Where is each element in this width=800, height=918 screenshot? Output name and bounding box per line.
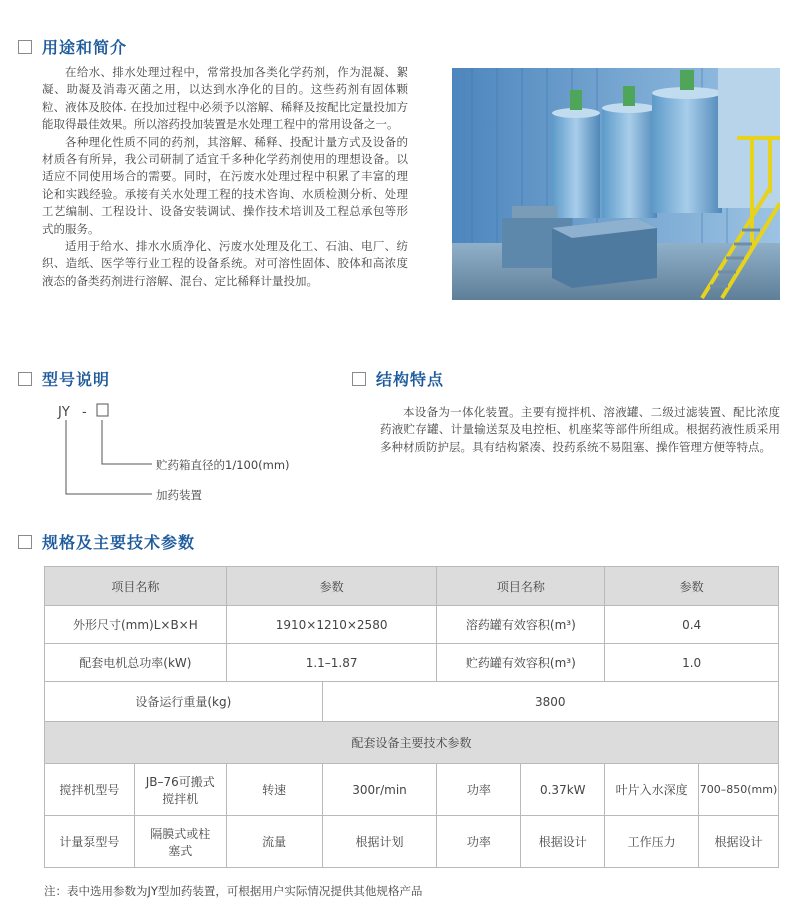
leader-line-device [66, 420, 152, 494]
table-cell: 贮药罐有效容积(m³) [437, 644, 605, 682]
table-cell: 搅拌机型号 [45, 764, 135, 816]
table-cell: 配套电机总功率(kW) [45, 644, 227, 682]
table-cell: 根据设计 [521, 816, 605, 868]
section-specs-heading [18, 530, 195, 553]
section-structure-heading [352, 367, 444, 390]
table-cell: 叶片入水深度 [605, 764, 699, 816]
table-cell: 1.0 [605, 644, 779, 682]
section-structure-title: 结构特点 [376, 370, 445, 389]
section-model-title: 型号说明 [42, 370, 111, 389]
table-cell: 0.37kW [521, 764, 605, 816]
table-cell: 流量 [226, 816, 322, 868]
table-note: 注：表中选用参数为JY型加药装置，可根据用户实际情况提供其他规格产品 [44, 884, 423, 898]
section-usage-title: 用途和简介 [42, 38, 128, 57]
checkbox-square-icon [352, 372, 366, 386]
table-cell: 700–850(mm) [699, 764, 779, 816]
table-row-mixer [45, 764, 779, 816]
structure-text [380, 404, 780, 456]
specs-table [44, 566, 779, 868]
label-device: 加药装置 [156, 488, 202, 502]
table-cell: 功率 [437, 764, 521, 816]
table-cell: 外形尺寸(mm)L×B×H [45, 606, 227, 644]
table-row [45, 606, 779, 644]
usage-paragraph-1: 在给水、排水处理过程中，常常投加各类化学药剂，作为混凝、絮凝、助凝及消毒灭菌之用，以达到水净化的目的。这些药剂有固体颗粒、液体及胶体. 在投加过程中必须予以溶解、稀释及按配比定量投加方能取得最佳效果。所以溶药投加装置是水处理工程中的常用设备之一。 [42, 65, 408, 132]
table-cell: 1.1–1.87 [226, 644, 437, 682]
section-usage-heading [18, 35, 127, 58]
checkbox-square-icon [18, 535, 32, 549]
structure-paragraph: 本设备为一体化装置。主要有搅拌机、溶液罐、二级过滤装置、配比浓度药液贮存罐、计量输送泵及电控柜、机座桨等部件所组成。根据药液性质采用多种材质防护层。具有结构紧凑、投药系统不易阻塞、操作管理方便等特点。 [380, 405, 780, 454]
header-item-name-2: 项目名称 [437, 567, 605, 606]
usage-text [42, 64, 408, 290]
table-row-weight [45, 682, 779, 722]
model-code-placeholder-box [97, 404, 108, 416]
model-code-prefix: JY [58, 405, 70, 420]
weight-value: 3800 [322, 682, 778, 722]
model-code-dash: - [82, 405, 87, 420]
table-cell: 300r/min [322, 764, 437, 816]
table-subheader-row [45, 722, 779, 764]
table-cell: 根据计划 [322, 816, 437, 868]
header-param-1: 参数 [226, 567, 437, 606]
table-cell: 溶药罐有效容积(m³) [437, 606, 605, 644]
sub-title: 配套设备主要技术参数 [45, 722, 779, 764]
table-cell: 根据设计 [699, 816, 779, 868]
header-item-name-1: 项目名称 [45, 567, 227, 606]
table-row-pump [45, 816, 779, 868]
label-diameter: 贮药箱直径的1/100(mm) [156, 458, 290, 472]
usage-paragraph-2: 各种理化性质不同的药剂，其溶解、稀释、投配计量方式及设备的材质各有所异，我公司研制了适宜千多种化学药剂使用的理想设备。以适应不同使用场合的需要。同时，在污废水处理过程中积累了丰富的理论和实践经验。承接有关水处理工程的技术咨询、水质检测分析、处理工艺编制、工程设计、设备安装调试、操作技术培训及工程总承包等形式的服务。 [42, 134, 408, 236]
equipment-photo [452, 68, 780, 300]
table-cell: 计量泵型号 [45, 816, 135, 868]
section-model-heading [18, 367, 110, 390]
equipment-illustration [452, 68, 780, 300]
table-cell: 0.4 [605, 606, 779, 644]
table-cell: 1910×1210×2580 [226, 606, 437, 644]
checkbox-square-icon [18, 40, 32, 54]
header-param-2: 参数 [605, 567, 779, 606]
table-cell: 转速 [226, 764, 322, 816]
table-cell: 功率 [437, 816, 521, 868]
usage-paragraph-3: 适用于给水、排水水质净化、污废水处理及化工、石油、电厂、纺织、造纸、医学等行业工程的设备系统。对可溶性固体、胶体和高浓度液态的备类药剂进行溶解、混台、定比稀释计量投加。 [42, 239, 408, 288]
leader-line-diameter [102, 420, 152, 464]
table-header-row [45, 567, 779, 606]
table-cell: 隔膜式或柱塞式 [134, 816, 226, 868]
weight-label: 设备运行重量(kg) [45, 682, 323, 722]
table-row [45, 644, 779, 682]
section-specs-title: 规格及主要技术参数 [42, 533, 196, 552]
table-cell: JB–76可搬式搅拌机 [134, 764, 226, 816]
checkbox-square-icon [18, 372, 32, 386]
table-cell: 工作压力 [605, 816, 699, 868]
